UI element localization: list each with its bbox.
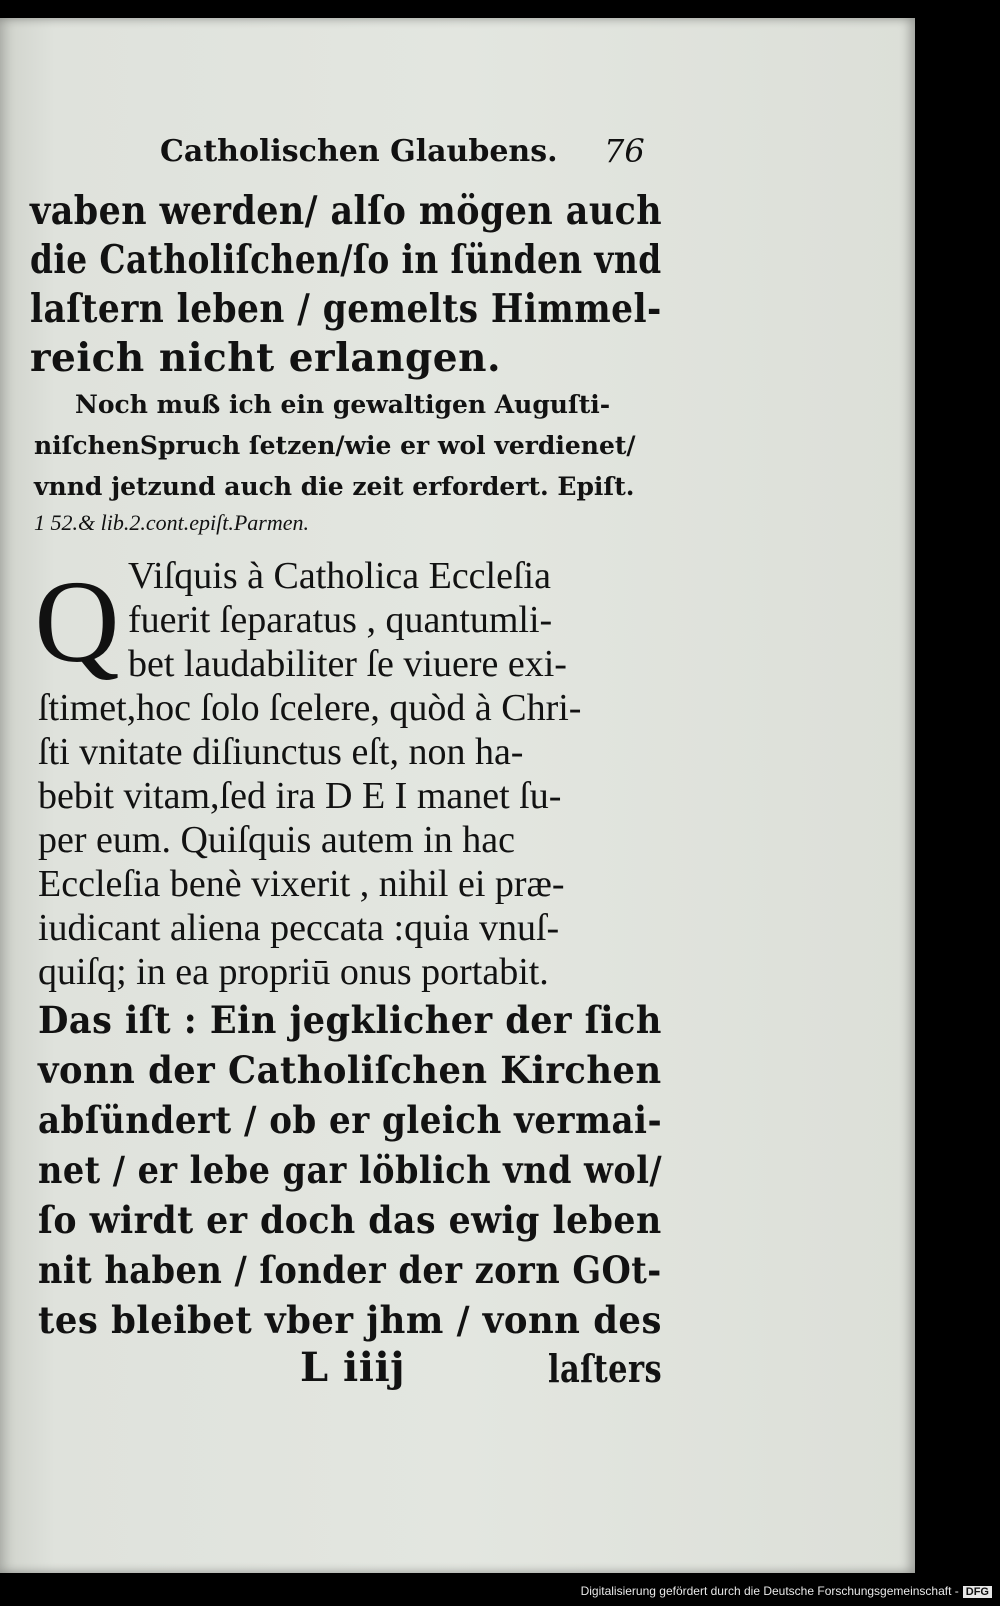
latin-line: iudicant aliena peccata :quia vnuſ-	[38, 907, 560, 949]
text-line: vaben werden/ alſo mögen auch	[30, 188, 663, 234]
signature-mark: L iiij	[300, 1344, 406, 1391]
text-line: ſo wirdt er doch das ewig leben	[38, 1198, 662, 1242]
text-line: niſchenSpruch ſetzen/wie er wol verdienet/	[34, 431, 636, 460]
latin-line: quiſq; in ea propriū onus portabit.	[38, 951, 549, 993]
text-line: Noch muß ich ein gewaltigen Auguſti-	[75, 390, 611, 419]
latin-line: Eccleſia benè vixerit , nihil ei præ-	[38, 863, 565, 905]
text-line: laſtern leben / gemelts Himmel-	[30, 286, 662, 332]
citation-line: 1 52.& lib.2.cont.epiſt.Parmen.	[34, 510, 309, 535]
drop-cap: Q	[34, 556, 120, 687]
text-line: die Catholiſchen/ſo in ſünden vnd	[30, 237, 662, 283]
latin-line: Viſquis à Catholica Eccleſia	[128, 555, 551, 597]
text-line: net / er lebe gar löblich vnd wol/	[38, 1148, 663, 1192]
latin-line: bebit vitam,ſed ira D E I manet ſu-	[38, 775, 562, 817]
text-line: tes bleibet vber jhm / vonn des	[38, 1298, 662, 1342]
catchword: laſters	[548, 1346, 663, 1391]
text-line: abſündert / ob er gleich vermai-	[38, 1098, 663, 1142]
text-line: vonn der Catholiſchen Kirchen	[38, 1048, 662, 1092]
text-line: Das iſt : Ein jegklicher der ſich	[38, 998, 662, 1042]
page-number: 76	[604, 132, 645, 170]
latin-line: ſtimet,hoc ſolo ſcelere, quòd à Chri-	[38, 687, 582, 729]
running-title: Catholischen Glaubens.	[160, 134, 558, 169]
digitization-credit	[581, 1584, 992, 1598]
latin-line: ſti vnitate diſiunctus eſt, non ha-	[38, 731, 524, 773]
text-line: vnnd jetzund auch die zeit erfordert. Epiſt.	[34, 472, 635, 501]
latin-line: fuerit ſeparatus , quantumli-	[128, 599, 553, 641]
credit-text: Digitalisierung gefördert durch die Deutsche Forschungsgemeinschaft -	[580, 1584, 959, 1598]
latin-line: per eum. Quiſquis autem in hac	[38, 819, 515, 861]
text-line: nit haben / ſonder der zorn GOt-	[38, 1248, 662, 1292]
latin-line: bet laudabiliter ſe viuere exi-	[128, 643, 567, 685]
text-line: reich nicht erlangen.	[30, 335, 502, 381]
book-page	[0, 18, 915, 1573]
dfg-logo: DFG	[963, 1586, 992, 1598]
